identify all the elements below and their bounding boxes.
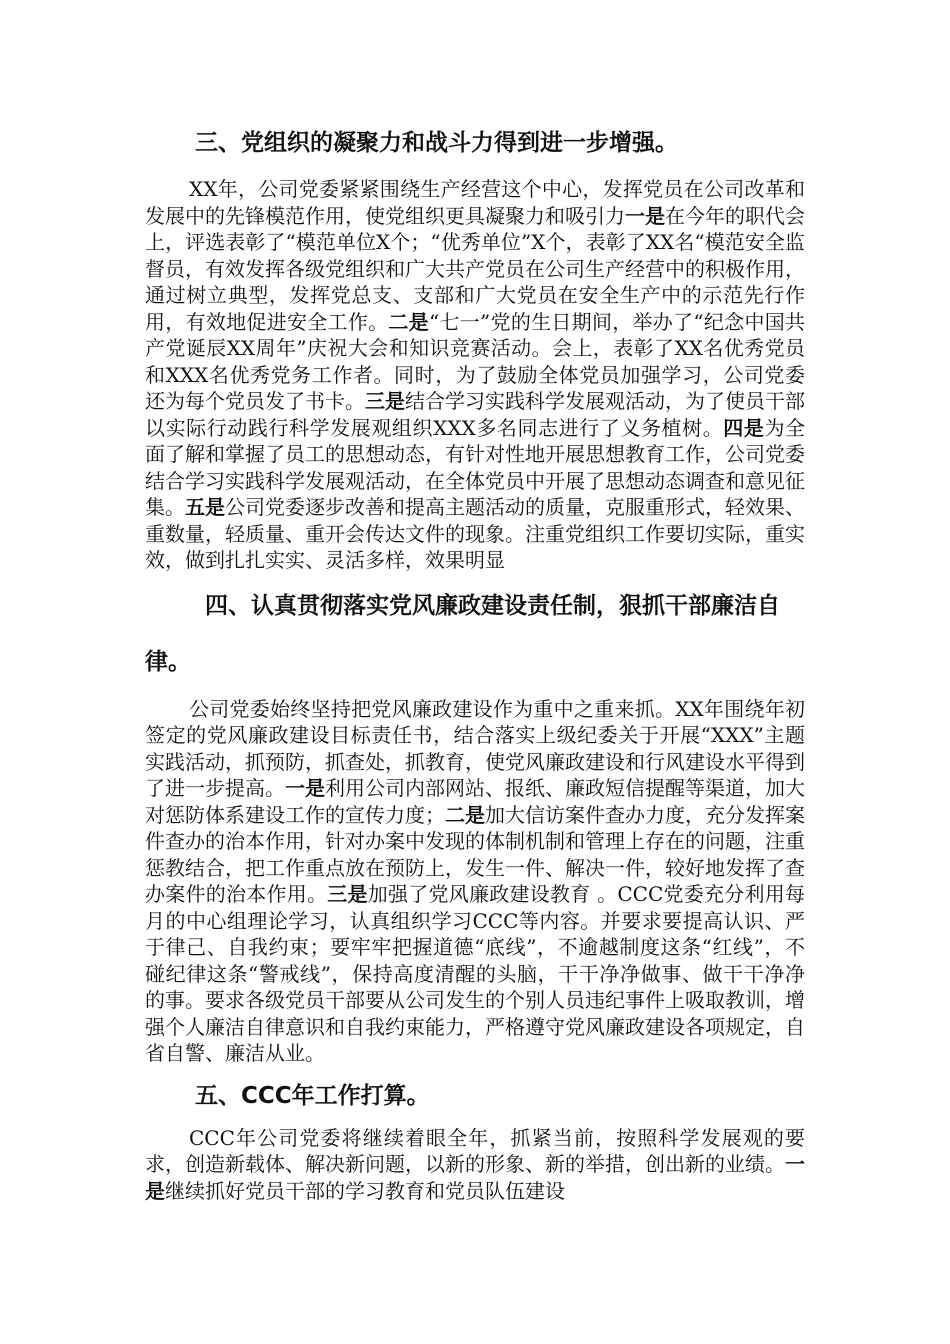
section-5-heading: 五、CCC年工作打算。 [195,1082,430,1109]
section-5-paragraph: CCC年公司党委将继续着眼全年，抓紧当前，按照科学发展观的要求，创造新载体、解决新问题，以新的形象、新的举措，创出新的业绩。一是继续抓好党员干部的学习教育和党员队伍建设 [145,1125,805,1203]
document-page [145,120,805,1204]
section-4-heading: 四、认真贯彻落实党风廉政建设责任制，狠抓干部廉洁自律。 [145,592,780,675]
section-3-paragraph: XX年，公司党委紧紧围绕生产经营这个中心，发挥党员在公司改革和发展中的先锋模范作用，使党组织更具凝聚力和吸引力一是在今年的职代会上，评选表彰了“模范单位X个；“优秀单位”X个，表彰了XX名“模范安全监督员，有效发挥各级党组织和广大共产党员在公司生产经营中的积极作用，通过树立典型，发挥党总支、支部和广大党员在安全生产中的示范先行作用，有效地促进安全工作。二是“七一”党的生日期间，举办了“纪念中国共产党诞辰XX周年”庆祝大会和知识竞赛活动。会上，表彰了XX名优秀党员和XXX名优秀党务工作者。同时，为了鼓励全体党员加强学习，公司党委还为每个党员发了书卡。三是结合学习实践科学发展观活动，为了使员干部以实际行动践行科学发展观组织XXX多名同志进行了义务植树。四是为全面了解和掌握了员工的思想动态，有针对性地开展思想教育工作，公司党委结合学习实践科学发展观活动，在全体党员中开展了思想动态调查和意见征集。五是公司党委逐步改善和提高主题活动的质量，克服重形式，轻效果、重数量，轻质量、重开会传达文件的现象。注重党组织工作要切实际，重实效，做到扎扎实实、灵活多样，效果明显 [145,177,806,572]
section-4-paragraph: 公司党委始终坚持把党风廉政建设作为重中之重来抓。XX年围绕年初签定的党风廉政建设目标责任书，结合落实上级纪委关于开展“XXX”主题实践活动，抓预防，抓查处，抓教育，使党风廉政建设和行风建设水平得到了进一步提高。一是利用公司内部网站、报纸、廉政短信提醒等渠道，加大对惩防体系建设工作的宣传力度；二是加大信访案件查办力度，充分发挥案件查办的治本作用，针对办案中发现的体制机制和管理上存在的问题，注重惩教结合，把工作重点放在预防上，发生一件、解决一件，较好地发挥了查办案件的治本作用。三是加强了党风廉政建设教育 。CCC党委充分利用每月的中心组理论学习，认真组织学习CCC等内容。并要求要提高认识、严于律己、自我约束；要牢牢把握道德“底线”，不逾越制度这条“红线”，不碰纪律这条“警戒线”，保持高度清醒的头脑，干干净净做事、做干干净净的事。要求各级党员干部要从公司发生的个别人员违纪事件上吸取教训，增强个人廉洁自律意识和自我约束能力，严格遵守党风廉政建设各项规定，自省自警、廉洁从业。 [145,696,806,1065]
section-3-heading: 三、党组织的凝聚力和战斗力得到进一步增强。 [195,130,678,156]
